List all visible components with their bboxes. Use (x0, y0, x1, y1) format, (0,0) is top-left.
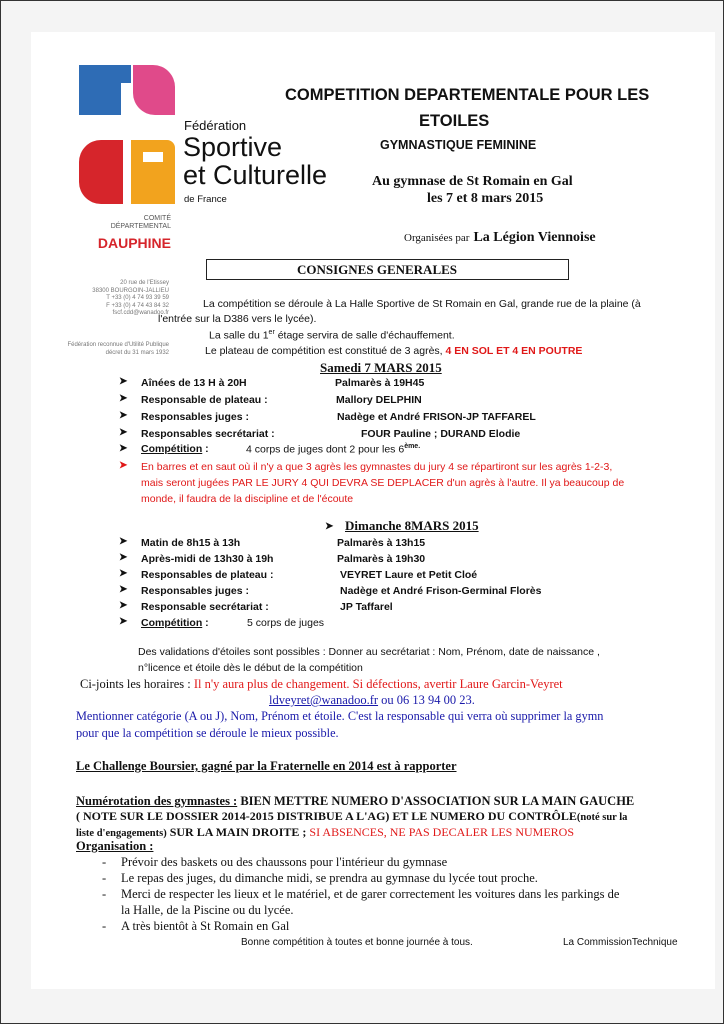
event-dates: les 7 et 8 mars 2015 (427, 191, 544, 206)
logo-de-france: de France (184, 194, 227, 205)
logo-blue-tab (121, 65, 131, 83)
numerotation-line3-text: SUR LA MAIN DROITE ; (166, 825, 310, 839)
dash-marker: - (102, 887, 107, 901)
saturday-competition-value (246, 443, 420, 456)
saturday-row-label: Aînées de 13 H à 20H (141, 377, 247, 389)
sunday-row-label: Responsable secrétariat : (141, 601, 269, 613)
sunday-row-label: Matin de 8h15 à 13h (141, 537, 241, 549)
consignes-para3 (205, 345, 582, 357)
numerotation-line3 (76, 825, 574, 840)
sunday-row-label: Responsables juges : (141, 585, 249, 597)
numerotation-line2-text: ( NOTE SUR LE DOSSIER 2014-2015 DISTRIBUE A L'AG) ET LE NUMERO DU CONTRÔLE (76, 809, 577, 823)
arrow-icon: ➤ (119, 443, 128, 454)
para2-text: La salle du 1 (209, 329, 269, 342)
competition-value: 4 corps de juges dont 2 pour les 6 (246, 443, 405, 456)
list-item-cont: la Halle, de la Piscine ou du lycée. (121, 903, 294, 917)
numerotation-line2-note: (noté sur la (576, 812, 628, 823)
sunday-row-value: JP Taffarel (340, 601, 393, 613)
contact-address: 20 rue de l'Etissey (120, 280, 169, 286)
competition-sup: ème. (404, 443, 421, 450)
saturday-row-label: Responsables secrétariat : (141, 428, 275, 440)
saturday-row-value: FOUR Pauline ; DURAND Elodie (361, 428, 521, 440)
saturday-title: Samedi 7 MARS 2015 (320, 360, 442, 375)
list-item: A très bientôt à St Romain en Gal (121, 919, 290, 933)
saturday-note-line1: En barres et en saut où il n'y a que 3 agrès les gymnastes du jury 4 se répartiront sur les agrès 1-2-3, (141, 461, 613, 473)
recognition-block (49, 342, 169, 357)
para3-text: Le plateau de compétition est constitué de 3 agrès, (205, 345, 446, 357)
logo-red-shape (79, 140, 123, 204)
arrow-icon: ➤ (119, 568, 128, 579)
saturday-row-label: Responsables juges : (141, 411, 249, 423)
logo-blue-shape (79, 65, 121, 115)
horaires-line (80, 677, 563, 692)
arrow-icon: ➤ (119, 393, 128, 404)
dash-marker: - (102, 871, 107, 885)
para3-red: 4 EN SOL ET 4 EN POUTRE (445, 345, 583, 357)
organisation-title: Organisation : (76, 839, 154, 853)
sunday-row-value: VEYRET Laure et Petit Cloé (340, 569, 478, 581)
organizer-name: La Légion Viennoise (473, 230, 596, 245)
competition-sep: : (202, 443, 209, 455)
arrow-icon: ➤ (119, 552, 128, 563)
validations-line2: n°licence et étoile dès le début de la compétition (138, 662, 363, 674)
footer-signature: La CommissionTechnique (563, 937, 678, 948)
contact-fax: F +33 (0) 4 74 43 84 32 (106, 302, 169, 309)
sunday-competition-value: 5 corps de juges (247, 617, 325, 629)
numerotation-line2 (76, 809, 627, 824)
list-item: Le repas des juges, du dimanche midi, se prendra au gymnase du lycée tout proche. (121, 871, 538, 885)
list-item: Prévoir des baskets ou des chaussons pour l'intérieur du gymnase (121, 855, 448, 869)
organizer-prefix: Organisées par (404, 232, 470, 244)
competition-sep: : (202, 617, 209, 629)
arrow-icon: ➤ (119, 376, 128, 387)
arrow-icon: ➤ (325, 521, 334, 532)
mention-line2: pour que la compétition se déroule le mieux possible. (76, 726, 339, 740)
consignes-title: CONSIGNES GENERALES (297, 262, 458, 277)
validations-line1: Des validations d'étoiles sont possibles : Donner au secrétariat : Nom, Prénom, date de naissance , (138, 646, 600, 658)
sunday-row-value: Nadège et André Frison-Germinal Florès (340, 585, 542, 597)
page-title-line2: ETOILES (419, 112, 490, 130)
saturday-competition (141, 443, 209, 455)
recognition-line1: Fédération reconnue d'Utilité Publique (67, 342, 169, 348)
consignes-para1-cont: l'entrée sur la D386 vers le lycée). (158, 313, 317, 325)
arrow-icon: ➤ (119, 536, 128, 547)
sunday-competition (141, 617, 209, 629)
page-subtitle: GYMNASTIQUE FEMININE (380, 138, 537, 152)
arrow-icon: ➤ (119, 410, 128, 421)
sunday-row-label: Après-midi de 13h30 à 19h (141, 553, 274, 565)
phone-number: ou 06 13 94 00 23. (378, 693, 475, 707)
contact-city: 38300 BOURGOIN-JALLIEU (92, 287, 169, 294)
para2-text-end: étage servira de salle d'échauffement. (274, 329, 455, 342)
logo-sportive: Sportive (183, 132, 283, 162)
horaires-warning: Il n'y aura plus de changement. Si défections, avertir Laure Garcin-Veyret (193, 677, 563, 691)
logo-departemental: DÉPARTEMENTAL (110, 223, 171, 230)
arrow-icon: ➤ (119, 616, 128, 627)
page-title: COMPETITION DEPARTEMENTALE POUR LES (285, 86, 650, 104)
consignes-para1: La compétition se déroule à La Halle Sportive de St Romain en Gal, grande rue de la plaine (à (203, 298, 641, 310)
numerotation-line3-note: liste d'engagements) (76, 828, 167, 839)
numerotation-text: BIEN METTRE NUMERO D'ASSOCIATION SUR LA MAIN GAUCHE (237, 794, 635, 808)
document-page (31, 32, 715, 989)
numerotation-line1 (76, 794, 634, 809)
footer-wish: Bonne compétition à toutes et bonne journée à tous. (241, 937, 473, 948)
numerotation-warning: SI ABSENCES, NE PAS DECALER LES NUMEROS (309, 825, 574, 839)
sunday-row-label: Responsables de plateau : (141, 569, 274, 581)
contact-email: fscf.cdd@wanadoo.fr (112, 310, 169, 316)
list-item: Merci de respecter les lieux et le matériel, et de garer correctement les voitures dans les parkings de (121, 887, 620, 901)
competition-label: Compétition (141, 617, 203, 629)
logo-comite: COMITÉ (143, 215, 171, 222)
saturday-row-value: Nadège et André FRISON-JP TAFFAREL (337, 411, 536, 423)
dash-marker: - (102, 855, 107, 869)
numerotation-label: Numérotation des gymnastes : (76, 794, 238, 808)
saturday-row-value: Palmarès à 19H45 (335, 377, 425, 389)
arrow-icon: ➤ (119, 584, 128, 595)
challenge-line: Le Challenge Boursier, gagné par la Fraternelle en 2014 est à rapporter (76, 759, 457, 773)
saturday-row-value: Mallory DELPHIN (336, 394, 422, 406)
dash-marker: - (102, 919, 107, 933)
consignes-para2 (209, 329, 455, 342)
sunday-row-value: Palmarès à 13h15 (337, 537, 426, 549)
horaires-prefix: Ci-joints les horaires : (80, 677, 194, 691)
arrow-icon: ➤ (119, 600, 128, 611)
arrow-icon: ➤ (119, 427, 128, 438)
logo-orange-shape (131, 140, 175, 204)
para2-sup: er (268, 329, 275, 336)
organizer-line (404, 228, 596, 246)
saturday-row-label: Responsable de plateau : (141, 394, 268, 406)
horaires-contact (269, 693, 475, 708)
logo-dauphine: DAUPHINE (97, 235, 171, 251)
saturday-note-line2: mais seront jugées PAR LE JURY 4 QUI DEVRA SE DEPLACER d'un agrès à l'autre. Il ya beaucoup de (141, 477, 625, 489)
mention-line1: Mentionner catégorie (A ou J), Nom, Prénom et étoile. C'est la responsable qui verra où supprimer la gymn (76, 709, 604, 723)
recognition-line2: décret du 31 mars 1932 (105, 349, 169, 356)
logo-orange-notch (143, 152, 163, 162)
contact-phone: T +33 (0) 4 74 93 39 59 (106, 295, 169, 301)
sunday-title: Dimanche 8MARS 2015 (345, 518, 479, 533)
logo-federation: Fédération (184, 118, 247, 133)
logo-culturelle: et Culturelle (183, 160, 328, 190)
email-link[interactable]: ldveyret@wanadoo.fr (269, 693, 379, 707)
venue: Au gymnase de St Romain en Gal (372, 174, 573, 189)
arrow-icon: ➤ (119, 460, 128, 471)
contact-block (79, 280, 169, 318)
sunday-row-value: Palmarès à 19h30 (337, 553, 426, 565)
saturday-note-line3: monde, il faudra de la discipline et de l'écoute (141, 493, 354, 505)
logo-pink-shape (133, 65, 175, 115)
competition-label: Compétition (141, 443, 203, 455)
